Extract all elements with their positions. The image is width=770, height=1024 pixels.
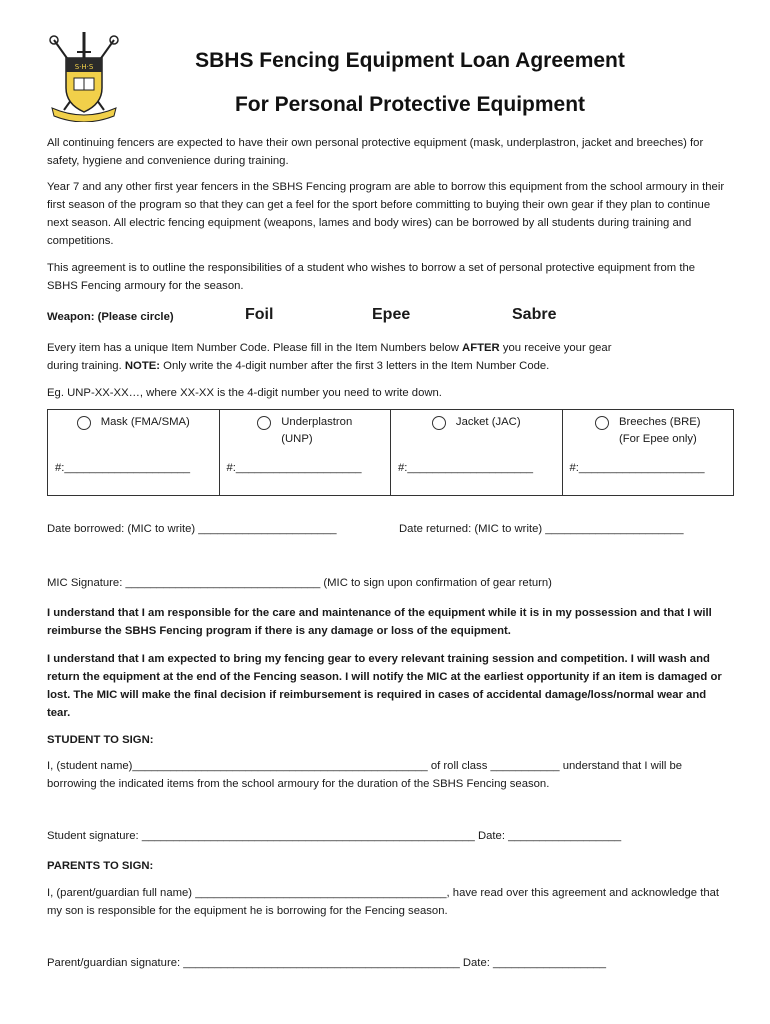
instructions-emphasis: AFTER — [462, 342, 500, 354]
instructions-text: during training. — [47, 360, 125, 372]
item-label: Breeches (BRE) (For Epee only) — [618, 416, 701, 445]
student-statement-text: I, (student name) — [47, 760, 133, 772]
agreement-responsibility: I understand that I am responsible for the care and maintenance of the equipment while it is in my possession and that I will reimburse the SBHS Fencing program if there is any damage or loss of the equipment. — [47, 607, 712, 637]
mask-radio[interactable] — [77, 416, 91, 430]
intro-paragraph-1: All continuing fencers are expected to have their own personal protective equipment (mask, underplastron, jacket and breeches) for safety, hygiene and convenience during training. — [47, 137, 704, 167]
date-returned-field[interactable]: Date returned: (MIC to write) ______________________ — [399, 523, 684, 535]
student-statement-text: of roll class ___________ understand that I will be borrowing the indicated items from the school armoury for the duration of the SBHS Fencing season. — [47, 760, 683, 790]
item-cell-mask — [48, 410, 220, 496]
student-statement — [47, 757, 727, 793]
item-label: Jacket (JAC) — [455, 416, 521, 428]
student-sign-heading: STUDENT TO SIGN: — [47, 734, 154, 746]
item-number-field[interactable]: #:____________________ — [226, 462, 362, 474]
weapon-option-foil[interactable]: Foil — [245, 306, 274, 323]
student-name-field[interactable]: _______________________________________________ — [132, 760, 428, 772]
item-instructions — [47, 339, 727, 375]
weapon-label: Weapon: (Please circle) — [47, 311, 174, 323]
item-cell-breeches — [562, 410, 734, 496]
underplastron-radio[interactable] — [257, 416, 271, 430]
parent-statement[interactable]: I, (parent/guardian full name) ________________________________________, have read over this agreement and acknowledge that my son is responsible for the equipment he is borrowing for the Fencing season. — [47, 887, 720, 917]
intro-paragraph-3: This agreement is to outline the responsibilities of a student who wishes to borrow a set of personal protective equipment from the SBHS Fencing armoury for the season. — [47, 262, 696, 292]
agreement-return: I understand that I am expected to bring my fencing gear to every relevant training session and competition. I will wash and return the equipment at the end of the Fencing season. I will notify the MIC at the earliest opportunity if an item is damaged or lost. The MIC will make the final decision if reimbursement is required in cases of accidental damage/loss/normal wear and tear. — [47, 653, 722, 719]
page-title: SBHS Fencing Equipment Loan Agreement — [195, 49, 625, 72]
item-number-field[interactable]: #:____________________ — [569, 462, 705, 474]
item-number-example: Eg. UNP-XX-XX…, where XX-XX is the 4-digit number you need to write down. — [47, 387, 442, 399]
item-label: Mask (FMA/SMA) — [100, 416, 190, 428]
equipment-items-table — [47, 409, 734, 496]
item-cell-jacket — [391, 410, 563, 496]
school-crest-logo — [44, 30, 124, 122]
mic-signature-field[interactable]: MIC Signature: _______________________________ (MIC to sign upon confirmation of gear return) — [47, 577, 552, 589]
jacket-radio[interactable] — [432, 416, 446, 430]
instructions-note-label: NOTE: — [124, 360, 161, 372]
crest-letters: S·H·S — [74, 63, 94, 71]
parent-signature-field[interactable]: Parent/guardian signature: ____________________________________________ Date: __________________ — [47, 957, 607, 969]
item-cell-underplastron — [219, 410, 391, 496]
student-signature-field[interactable]: Student signature: _____________________________________________________ Date: __________________ — [47, 830, 622, 842]
intro-paragraph-2: Year 7 and any other first year fencers in the SBHS Fencing program are able to borrow this equipment from the school armoury in their first season of the program so that they can get a feel for the sport before committing to buying their own gear if they plan to continue next season. All electric fencing equipment (weapons, lames and body wires) can be borrowed by all students during training and competitions. — [47, 181, 725, 247]
item-label: Underplastron (UNP) — [281, 416, 353, 445]
weapon-option-sabre[interactable]: Sabre — [512, 306, 557, 323]
date-borrowed-field[interactable]: Date borrowed: (MIC to write) ______________________ — [47, 523, 337, 535]
page-subtitle: For Personal Protective Equipment — [234, 93, 586, 116]
item-number-field[interactable]: #:____________________ — [398, 462, 534, 474]
instructions-text: Every item has a unique Item Number Code. Please fill in the Item Numbers below — [47, 342, 463, 354]
breeches-radio[interactable] — [595, 416, 609, 430]
item-number-field[interactable]: #:____________________ — [55, 462, 191, 474]
instructions-text: Only write the 4-digit number after the first 3 letters in the Item Number Code. — [160, 360, 550, 372]
parents-sign-heading: PARENTS TO SIGN: — [47, 860, 154, 872]
weapon-option-epee[interactable]: Epee — [372, 306, 411, 323]
instructions-text: you receive your gear — [499, 342, 612, 354]
